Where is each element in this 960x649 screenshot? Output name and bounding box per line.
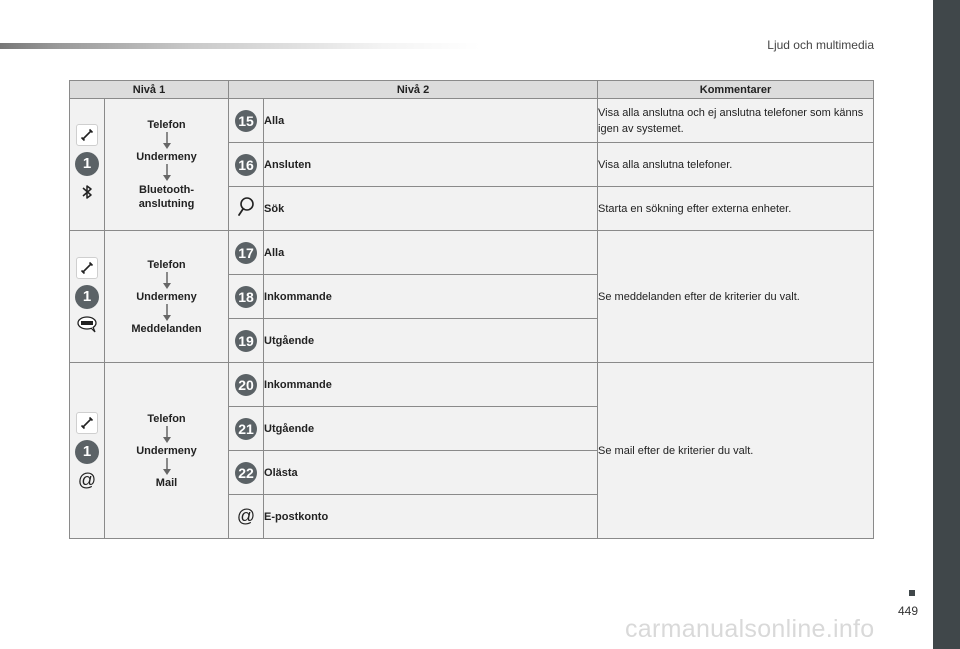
arrow-down-icon — [162, 132, 172, 150]
arrow-down-icon — [162, 458, 172, 476]
level1-item: Telefon — [147, 412, 186, 425]
level2-badge: 16 — [235, 154, 257, 176]
level1-item: Bluetooth-anslutning — [138, 183, 195, 210]
level2-label: Ansluten — [264, 143, 598, 187]
table-row — [70, 363, 874, 407]
level2-label: Olästa — [264, 451, 598, 495]
level2-badge-cell — [229, 275, 264, 319]
level2-badge: 22 — [235, 462, 257, 484]
header-level2: Nivå 2 — [229, 81, 598, 99]
level2-badge: 15 — [235, 110, 257, 132]
level1-item: Undermeny — [136, 290, 197, 303]
level2-badge: 20 — [235, 374, 257, 396]
arrow-down-icon — [162, 426, 172, 444]
level1-icons-cell — [70, 363, 105, 539]
level1-item: Meddelanden — [131, 322, 202, 335]
header-level1: Nivå 1 — [70, 81, 229, 99]
level1-item: Undermeny — [136, 444, 197, 457]
level2-label: Inkommande — [264, 275, 598, 319]
watermark: carmanualsonline.info — [625, 615, 875, 643]
level1-item: Telefon — [147, 258, 186, 271]
level2-badge-cell — [229, 451, 264, 495]
level1-badge: 1 — [75, 440, 99, 464]
level2-badge: 17 — [235, 242, 257, 264]
comment-cell: Starta en sökning efter externa enheter. — [598, 187, 874, 231]
comment-cell: Visa alla anslutna och ej anslutna telefoner som känns igen av systemet. — [598, 99, 874, 143]
arrow-down-icon — [162, 304, 172, 322]
level2-icon-cell — [229, 187, 264, 231]
search-icon — [236, 196, 256, 218]
level2-badge: 21 — [235, 418, 257, 440]
arrow-down-icon — [162, 164, 172, 182]
level1-path-cell — [105, 231, 229, 363]
table-row — [70, 99, 874, 143]
level1-icons-cell — [70, 99, 105, 231]
section-title: Ljud och multimedia — [767, 38, 874, 52]
at-icon: @ — [236, 506, 256, 526]
level1-icons-cell — [70, 231, 105, 363]
at-icon: @ — [77, 469, 97, 490]
level2-badge-cell — [229, 143, 264, 187]
comment-cell: Visa alla anslutna telefoner. — [598, 143, 874, 187]
level2-badge-cell — [229, 231, 264, 275]
level2-label: Alla — [264, 99, 598, 143]
level1-item: Undermeny — [136, 150, 197, 163]
phone-icon — [76, 412, 98, 434]
settings-table — [69, 80, 874, 539]
level2-label: Utgående — [264, 407, 598, 451]
phone-icon — [76, 124, 98, 146]
level2-label: Alla — [264, 231, 598, 275]
level2-label: E-postkonto — [264, 495, 598, 539]
sms-icon — [76, 315, 98, 336]
level2-label: Utgående — [264, 319, 598, 363]
level2-badge-cell — [229, 99, 264, 143]
table-row — [70, 231, 874, 275]
comment-cell: Se mail efter de kriterier du valt. — [598, 363, 874, 539]
level2-badge: 18 — [235, 286, 257, 308]
level2-icon-cell — [229, 495, 264, 539]
level2-badge-cell — [229, 407, 264, 451]
level1-item: Telefon — [147, 118, 186, 131]
level2-label: Inkommande — [264, 363, 598, 407]
header-comments: Kommentarer — [598, 81, 874, 99]
level2-label: Sök — [264, 187, 598, 231]
level1-path-cell — [105, 363, 229, 539]
level2-badge: 19 — [235, 330, 257, 352]
level1-item: Mail — [155, 476, 178, 489]
page-marker — [909, 590, 915, 596]
page-number: 449 — [898, 604, 919, 618]
level2-badge-cell — [229, 319, 264, 363]
level1-badge: 1 — [75, 285, 99, 309]
level1-badge: 1 — [75, 152, 99, 176]
comment-cell: Se meddelanden efter de kriterier du valt. — [598, 231, 874, 363]
phone-icon — [76, 257, 98, 279]
table-header-row — [70, 81, 874, 99]
arrow-down-icon — [162, 272, 172, 290]
level2-badge-cell — [229, 363, 264, 407]
right-sidebar-band — [933, 0, 960, 649]
header-gradient-bar — [0, 43, 480, 49]
level1-path-cell — [105, 99, 229, 231]
bluetooth-icon — [78, 182, 96, 205]
